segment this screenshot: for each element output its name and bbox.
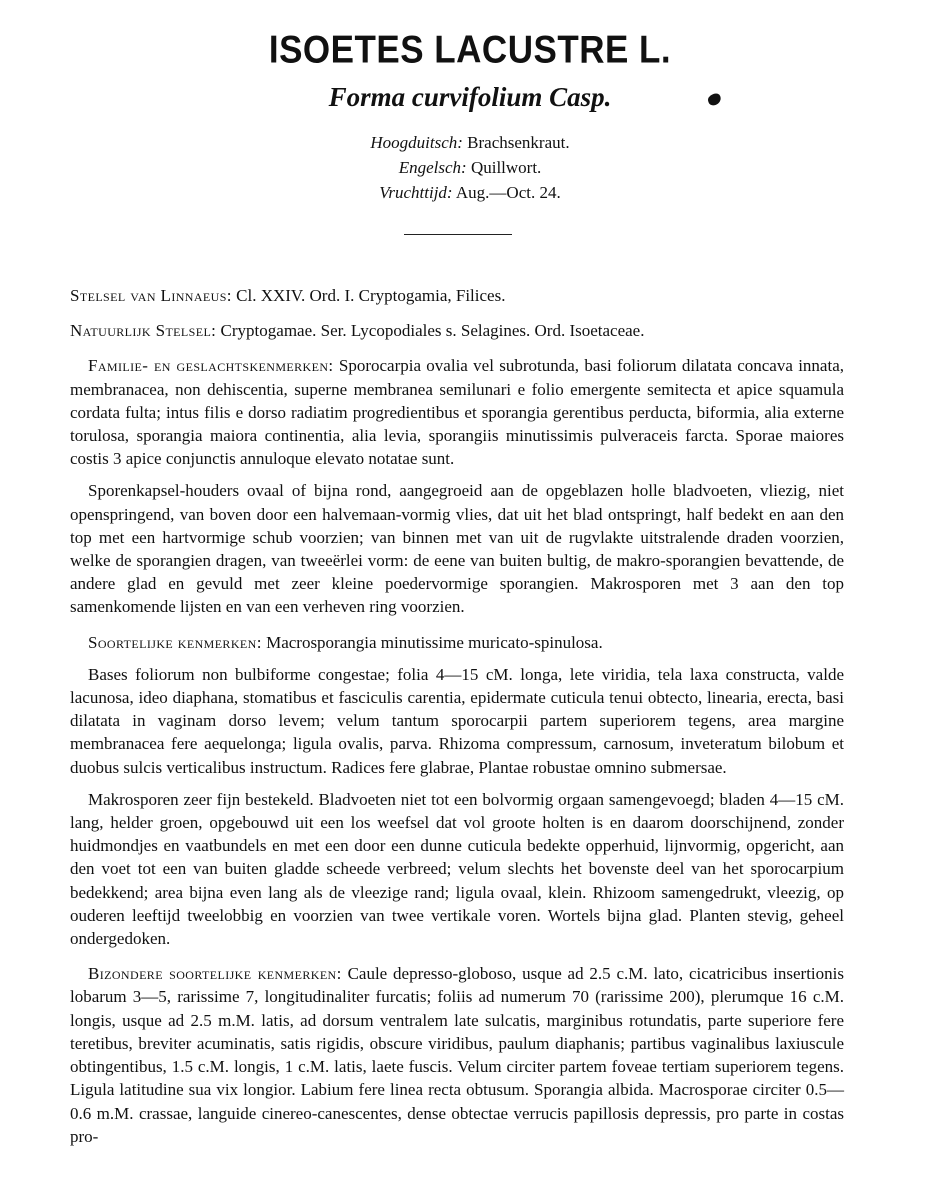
- natural-system: [70, 319, 844, 342]
- species-description-dutch: Makrosporen zeer fijn bestekeld. Bladvoeten niet tot een bolvormig orgaan samengevoegd; bladen 4—15 cM. lang, helder groen, opgebouwd uit een los weefsel dat vol groote holten is en daarom doorschijnend, zonder huidmondjes en vaatbundels en met een door een dunne cuticula bedekte opperhuid, lijnvormig, opgericht, aan den voet tot een van buiten gladde scheede verbreed; velum slechts het bovenste deel van het sporocarpium bedekkend; area bijna even lang als de vleezige rand; ligula ovaal, klein. Rhizoom samengedrukt, vleezig, op ouderen leeftijd tweelobbig en voorzien van twee vertikale voren. Wortels bijna glad. Planten stevig, geheel ondergedoken.: [70, 789, 844, 949]
- page-subtitle: Forma curvifolium Casp.: [328, 82, 612, 112]
- family-characters-dutch: Sporenkapsel-houders ovaal of bijna rond, aangegroeid aan de opgeblazen holle bladvoeten, vliezig, niet openspringend, van boven door een halvemaan-vormig vlies, dat uit het blad ontspringt, half bedekt en aan den top met een hartvormige schub voorzien; van binnen met van uit de rugvlakte uitstralende draden voorzien, welke de sporangien dragen, van tweeërlei vorm: de eene van buiten bultig, de makro-sporangien bevattende, de andere glad en gevuld met zeer kleine poedervormige sporangien. Makrosporen met 3 aan den top samenkomende lijsten en van een verheven ring voorzien.: [70, 481, 844, 617]
- section-label: Familie- en geslachtskenmerken:: [88, 356, 334, 376]
- name-label: Hoogduitsch:: [370, 133, 463, 152]
- name-row-fruiting: [0, 180, 940, 205]
- section-text: Sporocarpia ovalia vel subrotunda, basi foliorum dilatata concava innata, membranacea, non dehiscentia, superne membranea semilunari e folio emergente semitecta et apice squamula cordata fulta; intus filis e dorso radiatim progredientibus et sporangia gerentibus perducta, biformia, alia externe torulosa, sporangia maiora continentia, alia levia, sporangiis minutissimis pulveraceis farcta. Sporae maiores costis 3 apice conjunctis annuloque elevato notatae sunt.: [70, 356, 844, 469]
- name-row-english: [0, 155, 940, 180]
- section-text: Cryptogamae. Ser. Lycopodiales s. Selagines. Ord. Isoetaceae.: [220, 321, 645, 341]
- name-row-german: [0, 130, 940, 155]
- name-label: Vruchttijd:: [379, 183, 453, 202]
- family-characters-latin: [70, 354, 844, 470]
- section-label: Soortelijke kenmerken:: [88, 632, 262, 652]
- common-names-block: [0, 130, 940, 205]
- section-label: Stelsel van Linnaeus:: [70, 286, 232, 305]
- page-title: ISOETES LACUSTRE L.: [268, 27, 672, 72]
- name-value: Brachsenkraut.: [467, 133, 570, 152]
- species-characters: [70, 631, 844, 654]
- special-characters: [70, 962, 844, 1148]
- section-label: Bizondere soortelijke kenmerken:: [88, 964, 342, 984]
- species-description-latin: Bases foliorum non bulbiforme congestae; folia 4—15 cM. longa, lete viridia, tela laxa constructa, valde lacunosa, ideo diaphana, stomatibus et fasciculis carentia, epidermate cuticula tenui obtecto, linearia, erecta, basi dilatata in vaginam dorso levem; velum tantum sporocarpii partem superiorem tegens, area margine membranacea fere aequelonga; ligula ovalis, parva. Rhizoma compressum, carnosum, inveteratum bilobum et duobus sulcis verticalibus instructum. Radices fere glabrae, Plantae robustae omnino submersae.: [70, 664, 844, 777]
- name-value: Quillwort.: [470, 158, 542, 177]
- name-value: Aug.—Oct. 24.: [455, 183, 561, 202]
- section-label: Natuurlijk Stelsel:: [70, 321, 217, 341]
- linnaeus-system: [70, 284, 844, 307]
- name-label: Engelsch:: [398, 158, 467, 177]
- section-text: Caule depresso-globoso, usque ad 2.5 c.M. lato, cicatricibus insertionis lobarum 3—5, rarissime 7, longitudinaliter furcatis; foliis ad numerum 70 (rarissime 200), plerumque 16 c.M. longis, usque ad 2.5 m.M. latis, ad dorsum ventralem late sulcatis, marginibus rotundatis, parte superiore fere teretibus, breviter acuminatis, satis rigidis, obscure viridibus, paulum diaphanis; partibus vaginalibus laxiuscule obtingentibus, 1.5 c.M. longis, 1 c.M. latis, laete fuscis. Velum circiter partem foveae tertiam superiorem tegens. Ligula latitudine sua vix longior. Labium fere linea recta obtusum. Sporangia albida. Macrosporae circiter 0.5—0.6 m.M. crassae, languide cinereo-canescentes, dense obtectae verrucis papillosis depressis, pro parte in costas pro-: [70, 964, 844, 1146]
- text-body: [70, 284, 844, 1148]
- section-text: Macrosporangia minutissime muricato-spinulosa.: [266, 632, 603, 652]
- divider-rule: [404, 234, 512, 235]
- section-text: Cl. XXIV. Ord. I. Cryptogamia, Filices.: [236, 286, 506, 305]
